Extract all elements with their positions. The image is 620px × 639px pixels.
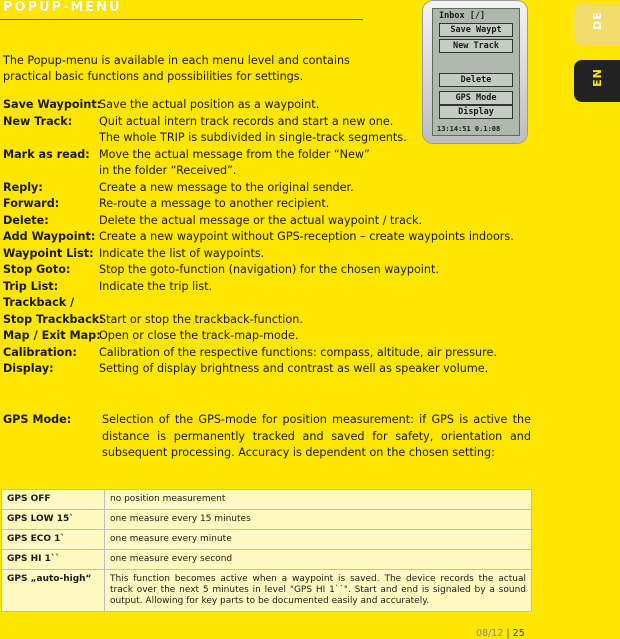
table-value: one measure every 15 minutes <box>105 510 532 530</box>
table-key: GPS OFF <box>2 490 105 510</box>
device-menu-item: Save Waypt <box>439 23 513 37</box>
gps-mode-desc: Selection of the GPS-mode for position measurement: if GPS is active the distance is permanently tracked and saved for safety, orientation and subsequent processing. Accuracy is dependent on the chosen setting: <box>102 413 531 459</box>
item-desc: in the folder “Received”. <box>99 164 237 177</box>
item-desc: The whole TRIP is subdivided in single-track segments. <box>99 131 407 144</box>
item-desc: Start or stop the trackback-function. <box>99 312 303 326</box>
device-menu-item: Delete <box>439 73 513 87</box>
item-term: Reply: <box>3 180 43 194</box>
list-item <box>3 345 514 362</box>
gps-mode-section <box>3 412 531 462</box>
item-term: Display: <box>3 362 54 375</box>
device-menu-item: New Track <box>439 39 513 53</box>
list-item <box>3 328 514 345</box>
page-separator: | <box>506 628 510 639</box>
list-item <box>3 147 514 164</box>
item-term: Waypoint List: <box>3 246 94 260</box>
item-desc: Save the actual position as a waypoint. <box>99 98 320 111</box>
page-title: POPUP-MENU <box>3 0 122 15</box>
tab-en-label: EN <box>590 68 604 87</box>
list-item <box>3 180 514 197</box>
list-item <box>3 361 514 378</box>
item-desc: Move the actual message from the folder “New” <box>99 147 370 161</box>
device-menu-item: GPS Mode <box>439 91 513 105</box>
item-term: Stop Goto: <box>3 263 71 276</box>
table-row <box>2 550 532 570</box>
list-item <box>3 262 514 279</box>
gps-settings-table <box>1 489 532 612</box>
title-divider <box>0 19 363 20</box>
device-screen <box>432 8 520 136</box>
item-term: Delete: <box>3 213 49 227</box>
item-term: Calibration: <box>3 345 77 359</box>
table-value: no position measurement <box>105 490 532 510</box>
item-desc: Indicate the trip list. <box>99 279 213 293</box>
table-value: one measure every second <box>105 550 532 570</box>
device-status-line: 13:14:51 0.1:08 <box>437 125 501 133</box>
page-footer <box>476 628 525 639</box>
item-desc: Create a new message to the original sender. <box>99 180 354 194</box>
item-term: Map / Exit Map: <box>3 329 101 342</box>
table-row <box>2 490 532 510</box>
item-desc: Open or close the track-map-mode. <box>99 329 299 342</box>
item-term <box>3 130 99 147</box>
item-desc: Setting of display brightness and contrast as well as speaker volume. <box>99 362 489 375</box>
intro-line: practical basic functions and possibilities for settings. <box>3 70 304 83</box>
item-desc: Delete the actual message or the actual waypoint / track. <box>99 213 423 227</box>
intro-line: The Popup-menu is available in each menu level and contains <box>3 54 350 67</box>
item-term: Save Waypoint: <box>3 98 102 111</box>
list-item <box>3 295 514 312</box>
tab-de-label: DE <box>590 11 604 30</box>
item-term: Add Waypoint: <box>3 230 96 243</box>
device-illustration <box>423 1 527 143</box>
page-number: 25 <box>512 628 525 639</box>
list-item <box>3 312 514 329</box>
table-row <box>2 510 532 530</box>
item-term: Mark as read: <box>3 147 90 161</box>
table-key: GPS „auto-high“ <box>2 570 105 612</box>
item-term: Trackback / <box>3 296 75 309</box>
list-item <box>3 229 514 246</box>
item-term: Trip List: <box>3 279 59 293</box>
device-inbox-label: Inbox [/] <box>439 11 486 21</box>
tab-de[interactable] <box>574 3 620 45</box>
item-desc: Stop the goto-function (navigation) for the chosen waypoint. <box>99 263 439 276</box>
device-menu-item: Display <box>439 105 513 119</box>
table-row <box>2 570 532 612</box>
list-item <box>3 246 514 263</box>
item-term <box>3 163 99 180</box>
page-date: 08/12 <box>476 628 504 639</box>
list-item <box>3 196 514 213</box>
table-key: GPS ECO 1` <box>2 530 105 550</box>
table-value: one measure every minute <box>105 530 532 550</box>
item-term: Stop Trackback: <box>3 312 104 326</box>
list-item <box>3 163 514 180</box>
gps-mode-term: GPS Mode: <box>3 413 72 426</box>
table-key: GPS HI 1`` <box>2 550 105 570</box>
item-desc: Re-route a message to another recipient. <box>99 197 330 210</box>
item-desc: Create a new waypoint without GPS-reception – create waypoints indoors. <box>99 230 514 243</box>
intro-paragraph <box>3 53 403 85</box>
item-desc: Indicate the list of waypoints. <box>99 246 265 260</box>
list-item <box>3 279 514 296</box>
item-term: New Track: <box>3 114 73 128</box>
item-term: Forward: <box>3 197 60 210</box>
tab-en[interactable] <box>574 60 620 102</box>
item-desc: Quit actual intern track records and start a new one. <box>99 114 394 128</box>
item-desc: Calibration of the respective functions: compass, altitude, air pressure. <box>99 345 497 359</box>
table-value: This function becomes active when a waypoint is saved. The device records the actual track over the next 5 minutes in level "GPS HI 1``". Start and end is signaled by a sound output. Allowing for key parts to be documented easily and accurately. <box>105 570 532 612</box>
table-key: GPS LOW 15` <box>2 510 105 530</box>
list-item <box>3 213 514 230</box>
table-row <box>2 530 532 550</box>
